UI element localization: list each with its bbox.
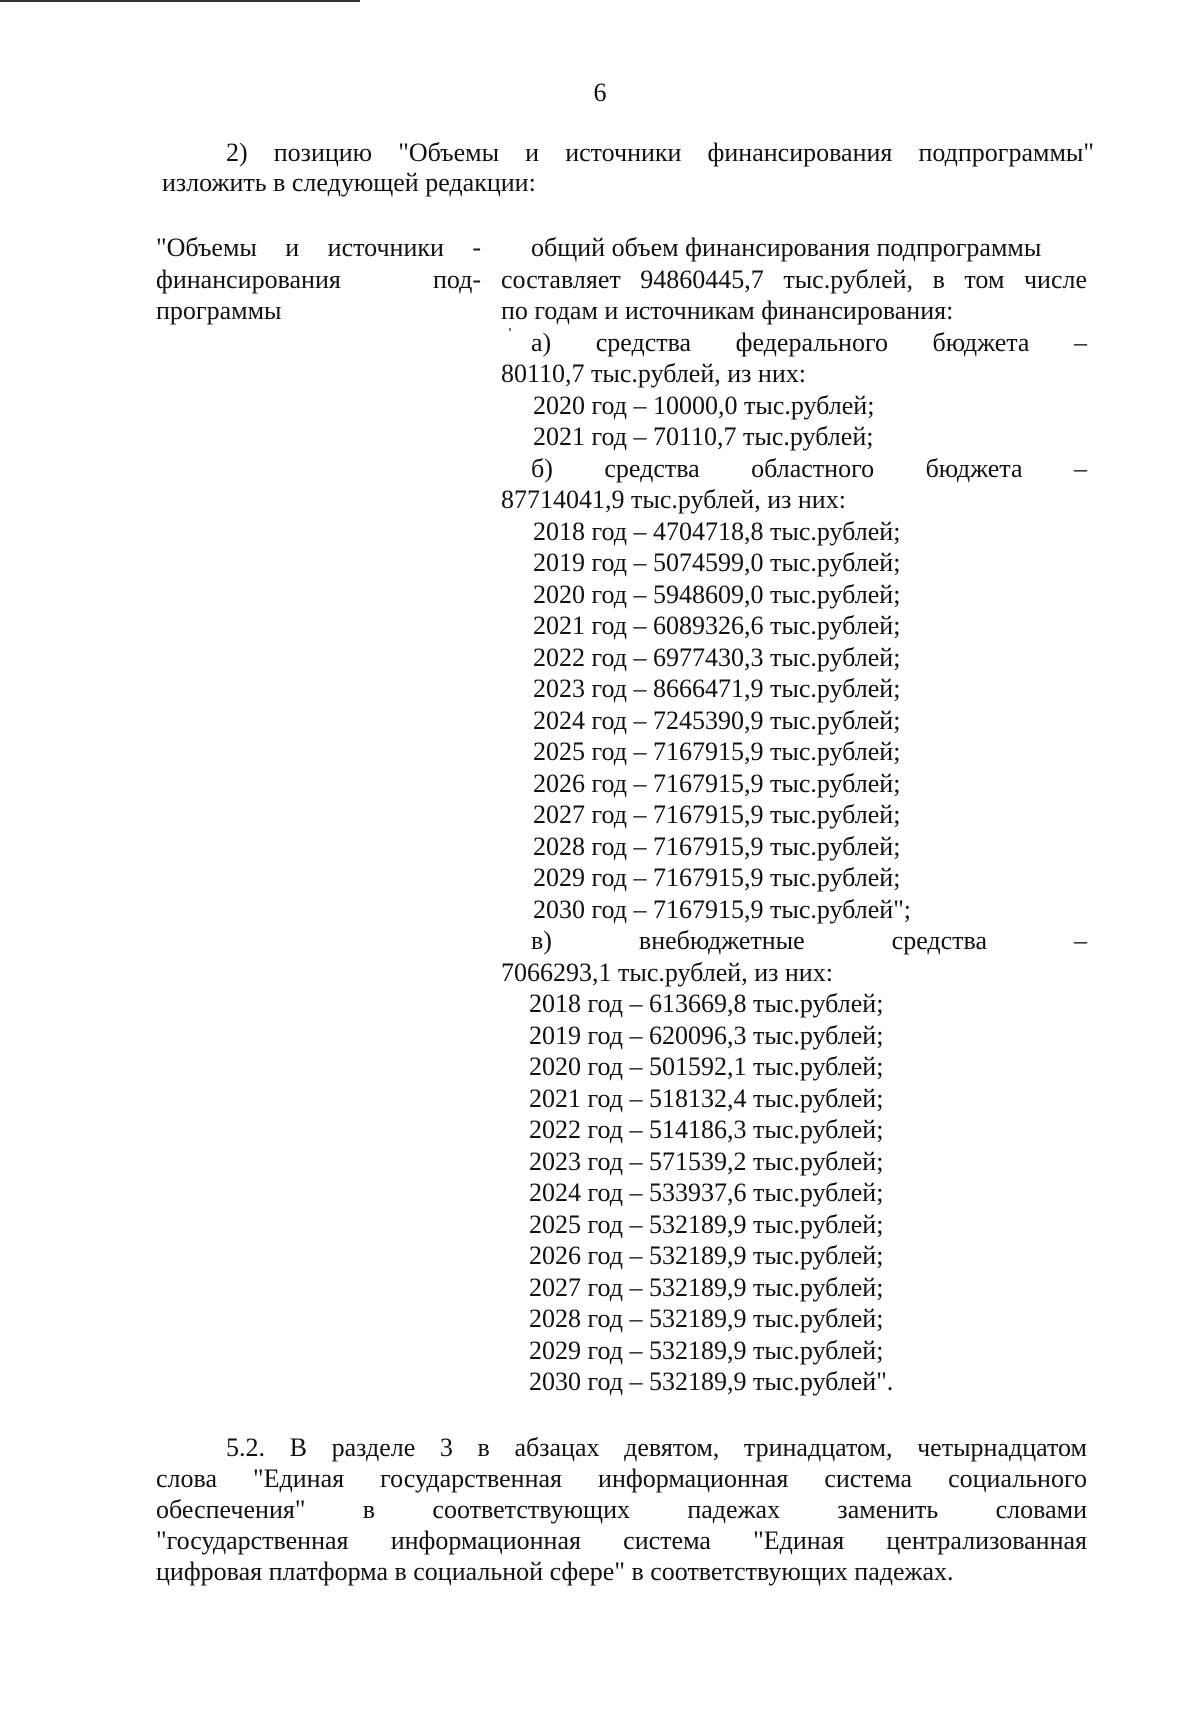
section-5-2-paragraph — [156, 1432, 1087, 1587]
extrabudgetary-total: 7066293,1 тыс.рублей, из них: — [501, 957, 833, 987]
position-title-line: финансирования под- — [156, 264, 481, 294]
extrabudgetary-year-line: 2029 год – 532189,9 тыс.рублей; — [529, 1335, 884, 1365]
regional-year-line: 2027 год – 7167915,9 тыс.рублей; — [533, 800, 901, 829]
regional-year-line: 2021 год – 6089326,6 тыс.рублей; — [533, 611, 901, 640]
position-title-cell — [156, 232, 481, 327]
regional-year-line: 2022 год – 6977430,3 тыс.рублей; — [533, 642, 901, 672]
federal-heading: а) средства федерального бюджета – — [531, 327, 1087, 357]
extrabudgetary-year-line: 2021 год – 518132,4 тыс.рублей; — [529, 1083, 884, 1113]
regional-year-line: 2030 год – 7167915,9 тыс.рублей"; — [533, 894, 912, 924]
paragraph-line: обеспечения" в соответствующих падежах заменить словами — [156, 1495, 1087, 1524]
extrabudgetary-year-line: 2023 год – 571539,2 тыс.рублей; — [529, 1146, 884, 1176]
extrabudgetary-year-line: 2027 год – 532189,9 тыс.рублей; — [529, 1272, 884, 1302]
position-content-cell — [501, 232, 1087, 1398]
intro-line: 2) позицию "Объемы и источники финансирования подпрограммы" — [226, 138, 1094, 167]
regional-year-line: 2024 год – 7245390,9 тыс.рублей; — [533, 705, 901, 735]
intro-line: изложить в следующей редакции: — [162, 168, 536, 197]
extrabudgetary-year-line: 2025 год – 532189,9 тыс.рублей; — [529, 1209, 884, 1239]
federal-year-line: 2021 год – 70110,7 тыс.рублей; — [533, 422, 874, 451]
regional-year-line: 2020 год – 5948609,0 тыс.рублей; — [533, 579, 901, 609]
extrabudgetary-heading: в) внебюджетные средства – — [531, 926, 1087, 955]
extrabudgetary-year-line: 2030 год – 532189,9 тыс.рублей". — [529, 1367, 894, 1396]
extrabudgetary-year-line: 2019 год – 620096,3 тыс.рублей; — [529, 1020, 884, 1050]
regional-year-line: 2029 год – 7167915,9 тыс.рублей; — [533, 863, 901, 892]
regional-year-line: 2026 год – 7167915,9 тыс.рублей; — [533, 768, 901, 798]
regional-year-line: 2025 год – 7167915,9 тыс.рублей; — [533, 737, 901, 766]
regional-total: 87714041,9 тыс.рублей, из них: — [501, 485, 846, 514]
general-line: общий объем финансирования подпрограммы — [531, 233, 1042, 262]
regional-year-line: 2019 год – 5074599,0 тыс.рублей; — [533, 548, 901, 577]
regional-year-line: 2023 год – 8666471,9 тыс.рублей; — [533, 674, 901, 703]
position-title-line: программы — [156, 296, 282, 325]
extrabudgetary-year-line: 2022 год – 514186,3 тыс.рублей; — [529, 1115, 884, 1144]
scan-edge-line — [0, 0, 360, 2]
general-line: составляет 94860445,7 тыс.рублей, в том числе — [501, 264, 1087, 294]
extrabudgetary-year-line: 2020 год – 501592,1 тыс.рублей; — [529, 1052, 884, 1081]
position-title-line: "Объемы и источники - — [156, 233, 481, 262]
regional-heading: б) средства областного бюджета – — [531, 453, 1087, 483]
regional-year-line: 2018 год – 4704718,8 тыс.рублей; — [533, 516, 901, 546]
federal-year-line: 2020 год – 10000,0 тыс.рублей; — [533, 390, 875, 420]
intro-paragraph — [162, 138, 1094, 198]
paragraph-line: "государственная информационная система "Единая централизованная — [156, 1526, 1087, 1555]
extrabudgetary-year-line: 2018 год – 613669,8 тыс.рублей; — [529, 989, 884, 1018]
paragraph-line: цифровая платформа в социальной сфере" в соответствующих падежах. — [156, 1557, 954, 1586]
federal-total: 80110,7 тыс.рублей, из них: — [501, 359, 806, 388]
paragraph-line: 5.2. В разделе 3 в абзацах девятом, тринадцатом, четырнадцатом — [226, 1433, 1087, 1462]
general-line: по годам и источникам финансирования: — [501, 296, 954, 325]
extrabudgetary-year-line: 2026 год – 532189,9 тыс.рублей; — [529, 1241, 884, 1270]
paragraph-line: слова "Единая государственная информационная система социального — [156, 1464, 1087, 1493]
extrabudgetary-year-line: 2028 год – 532189,9 тыс.рублей; — [529, 1304, 884, 1333]
regional-year-line: 2028 год – 7167915,9 тыс.рублей; — [533, 831, 901, 861]
extrabudgetary-year-line: 2024 год – 533937,6 тыс.рублей; — [529, 1178, 884, 1207]
page-number: 6 — [593, 78, 607, 107]
